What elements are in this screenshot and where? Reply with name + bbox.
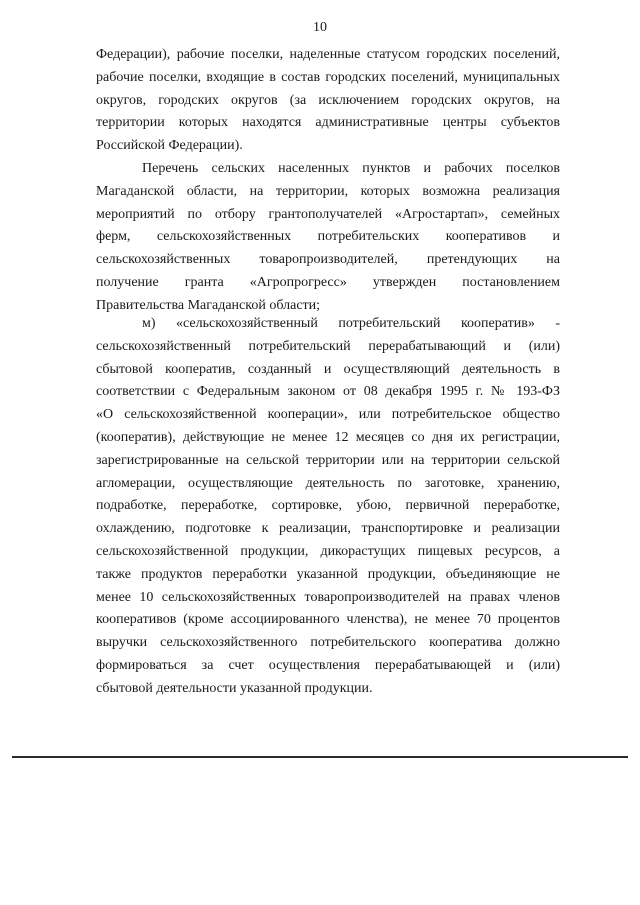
- text-line: м) «сельскохозяйственный потребительский кооператив» -: [142, 316, 560, 331]
- text-line: рабочие поселки, входящие в состав городских поселений, муниципальных: [96, 69, 560, 85]
- text-line: Перечень сельских населенных пунктов и рабочих поселков: [142, 161, 560, 176]
- text-line: территории которых находятся административные центры субъектов: [96, 115, 560, 131]
- text-line: Федерации), рабочие поселки, наделенные статусом городских поселений,: [96, 47, 560, 62]
- text-line: ферм, сельскохозяйственных потребительских кооперативов и: [96, 229, 560, 245]
- text-line: (кооператив), действующие не менее 12 месяцев со дня их регистрации,: [96, 429, 560, 445]
- text-line: менее 10 сельскохозяйственных товаропроизводителей на правах членов: [96, 589, 560, 605]
- text-line: получение гранта «Агропрогресс» утвержден постановлением: [96, 274, 560, 290]
- text-line: Магаданской области, на территории, которых возможна реализация: [96, 183, 560, 199]
- text-line: сельскохозяйственной продукции, дикорастущих пищевых ресурсов, а: [96, 543, 560, 559]
- text-line: также продуктов переработки указанной продукции, объединяющие не: [96, 566, 560, 582]
- text-line: соответствии с Федеральным законом от 08 декабря 1995 г. № 193-ФЗ: [96, 384, 560, 400]
- text-line: сельскохозяйственный потребительский перерабатывающий и (или): [96, 338, 560, 354]
- text-line: зарегистрированные на сельской территории или на территории сельской: [96, 452, 560, 468]
- text-line: сельскохозяйственных товаропроизводителей, претендующих на: [96, 252, 560, 268]
- text-line: охлаждению, подготовке к реализации, транспортировке и реализации: [96, 521, 560, 537]
- text-line: «О сельскохозяйственной кооперации», или потребительское общество: [96, 407, 560, 423]
- paragraph-continuation: [96, 44, 560, 158]
- footer-divider: [12, 756, 628, 758]
- text-line: Российской Федерации).: [96, 138, 243, 154]
- text-line: кооперативов (кроме ассоциированного членства), не менее 70 процентов: [96, 612, 560, 628]
- paragraph-settlements-list: [96, 158, 560, 318]
- text-line: выручки сельскохозяйственного потребительского кооператива должно: [96, 635, 560, 651]
- text-line: Правительства Магаданской области;: [96, 297, 321, 313]
- paragraph-definition-m: [96, 313, 560, 701]
- text-line: сбытовой деятельности указанной продукции.: [96, 680, 373, 696]
- text-line: агломерации, осуществляющие деятельность по заготовке, хранению,: [96, 475, 560, 491]
- page-number: 10: [313, 20, 327, 35]
- text-line: сбытовой кооператив, созданный и осуществляющий деятельность в: [96, 361, 560, 377]
- text-line: подработке, переработке, сортировке, убою, первичной переработке,: [96, 498, 560, 514]
- text-line: мероприятий по отбору грантополучателей «Агростартап», семейных: [96, 206, 560, 222]
- text-line: округов, городских округов (за исключением городских округов, на: [96, 92, 560, 108]
- text-line: формироваться за счет осуществления перерабатывающей и (или): [96, 657, 560, 673]
